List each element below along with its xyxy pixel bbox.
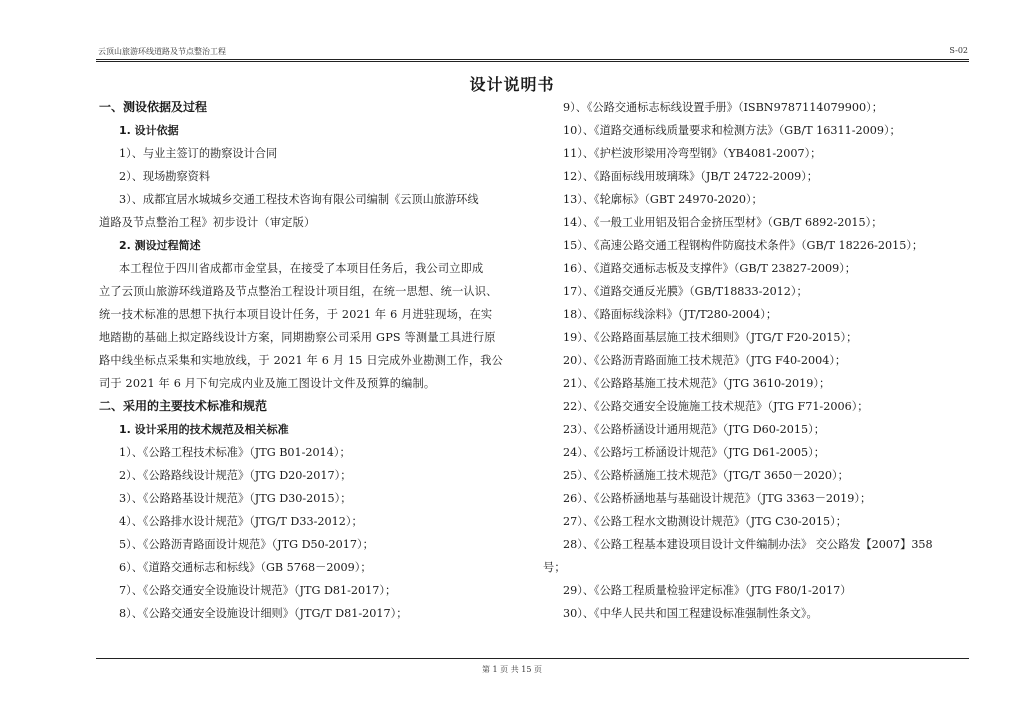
text-line: 统一技术标准的思想下执行本项目设计任务，于 2021 年 6 月进驻现场，在实 [99,308,493,321]
right-column [543,96,938,625]
list-item: 19）、《公路路面基层施工技术细则》（JTG/T F20-2015）； [563,331,858,344]
list-item: 1）、《公路工程技术标准》（JTG B01-2014）； [119,446,351,459]
list-item: 1）、与业主签订的勘察设计合同 [119,147,278,160]
list-item: 12）、《路面标线用玻璃珠》（JB/T 24722-2009）； [563,170,818,183]
list-item: 13）、《轮廓标》（GBT 24970-2020）； [563,193,763,206]
text-line: 立了云顶山旅游环线道路及节点整治工程设计项目组，在统一思想、统一认识、 [99,285,498,298]
list-item: 25）、《公路桥涵施工技术规范》（JTG/T 3650－2020）； [563,469,849,482]
list-item: 3）、《公路路基设计规范》（JTG D30-2015）； [119,492,352,505]
list-item: 24）、《公路圬工桥涵设计规范》（JTG D61-2005）； [563,446,825,459]
list-item: 30）、《中华人民共和国工程建设标准强制性条文》。 [563,607,818,620]
list-item: 22）、《公路交通安全设施施工技术规范》（JTG F71-2006）； [563,400,869,413]
paragraph-line: 本工程位于四川省成都市金堂县，在接受了本项目任务后，我公司立即成 [119,262,484,275]
header-rule-double [96,61,969,62]
text-line: 地踏勘的基础上拟定路线设计方案，同期勘察公司采用 GPS 等测量工具进行原 [99,331,496,344]
list-item: 17）、《道路交通反光膜》（GB/T18833-2012）； [563,285,808,298]
section-heading: 二、采用的主要技术标准和规范 [99,399,268,413]
list-item: 21）、《公路路基施工技术规范》（JTG 3610-2019）； [563,377,831,390]
subsection-heading: 1. 设计依据 [119,124,179,137]
text-line: 司于 2021 年 6 月下旬完成内业及施工图设计文件及预算的编制。 [99,377,436,390]
list-item: 2）、现场勘察资料 [119,170,211,183]
list-item: 11）、《护栏波形梁用冷弯型钢》（YB4081-2007）； [563,147,822,160]
footer-rule [96,658,969,659]
list-item: 15）、《高速公路交通工程钢构件防腐技术条件》（GB/T 18226-2015）； [563,239,924,252]
text-line: 道路及节点整治工程》初步设计（审定版） [99,216,316,229]
left-column [99,96,519,625]
list-item: 3）、成都宜居水城城乡交通工程技术咨询有限公司编制《云顶山旅游环线 [119,193,479,206]
list-item: 29）、《公路工程质量检验评定标准》（JTG F80/1-2017） [563,584,852,597]
list-item: 8）、《公路交通安全设施设计细则》（JTG/T D81-2017）； [119,607,408,620]
subsection-heading: 1. 设计采用的技术规范及相关标准 [119,423,289,436]
list-item: 14）、《一般工业用铝及铝合金挤压型材》（GB/T 6892-2015）； [563,216,883,229]
document-title: 设计说明书 [469,75,555,94]
header-sheet-code: S-02 [949,46,968,55]
list-item: 7）、《公路交通安全设施设计规范》（JTG D81-2017）； [119,584,397,597]
list-item: 5）、《公路沥青路面设计规范》（JTG D50-2017）； [119,538,374,551]
header-project-name: 云顶山旅游环线道路及节点整治工程 [98,47,226,56]
subsection-heading: 2. 测设过程简述 [119,239,201,252]
list-item: 16）、《道路交通标志板及支撑件》（GB/T 23827-2009）； [563,262,856,275]
list-item: 9）、《公路交通标志标线设置手册》（ISBN9787114079900）； [563,101,883,114]
list-item: 27）、《公路工程水文勘测设计规范》（JTG C30-2015）； [563,515,847,528]
header-rule [96,59,969,60]
list-item: 20）、《公路沥青路面施工技术规范》（JTG F40-2004）； [563,354,847,367]
list-item: 18）、《路面标线涂料》（JT/T280-2004）； [563,308,778,321]
section-heading: 一、测设依据及过程 [99,100,208,114]
list-item: 10）、《道路交通标线质量要求和检测方法》（GB/T 16311-2009）； [563,124,901,137]
list-item: 2）、《公路路线设计规范》（JTG D20-2017）； [119,469,352,482]
text-line: 路中线坐标点采集和实地放线，于 2021 年 6 月 15 日完成外业勘测工作，我公 [99,354,504,367]
page-number: 第 1 页 共 15 页 [482,665,542,674]
list-item: 6）、《道路交通标志和标线》（GB 5768－2009）； [119,561,372,574]
list-item: 28）、《公路工程基本建设项目设计文件编制办法》 交公路发【2007】358 [563,538,933,551]
text-line: 号； [543,561,566,574]
list-item: 4）、《公路排水设计规范》（JTG/T D33-2012）； [119,515,363,528]
list-item: 23）、《公路桥涵设计通用规范》（JTG D60-2015）； [563,423,825,436]
list-item: 26）、《公路桥涵地基与基础设计规范》（JTG 3363－2019）； [563,492,872,505]
